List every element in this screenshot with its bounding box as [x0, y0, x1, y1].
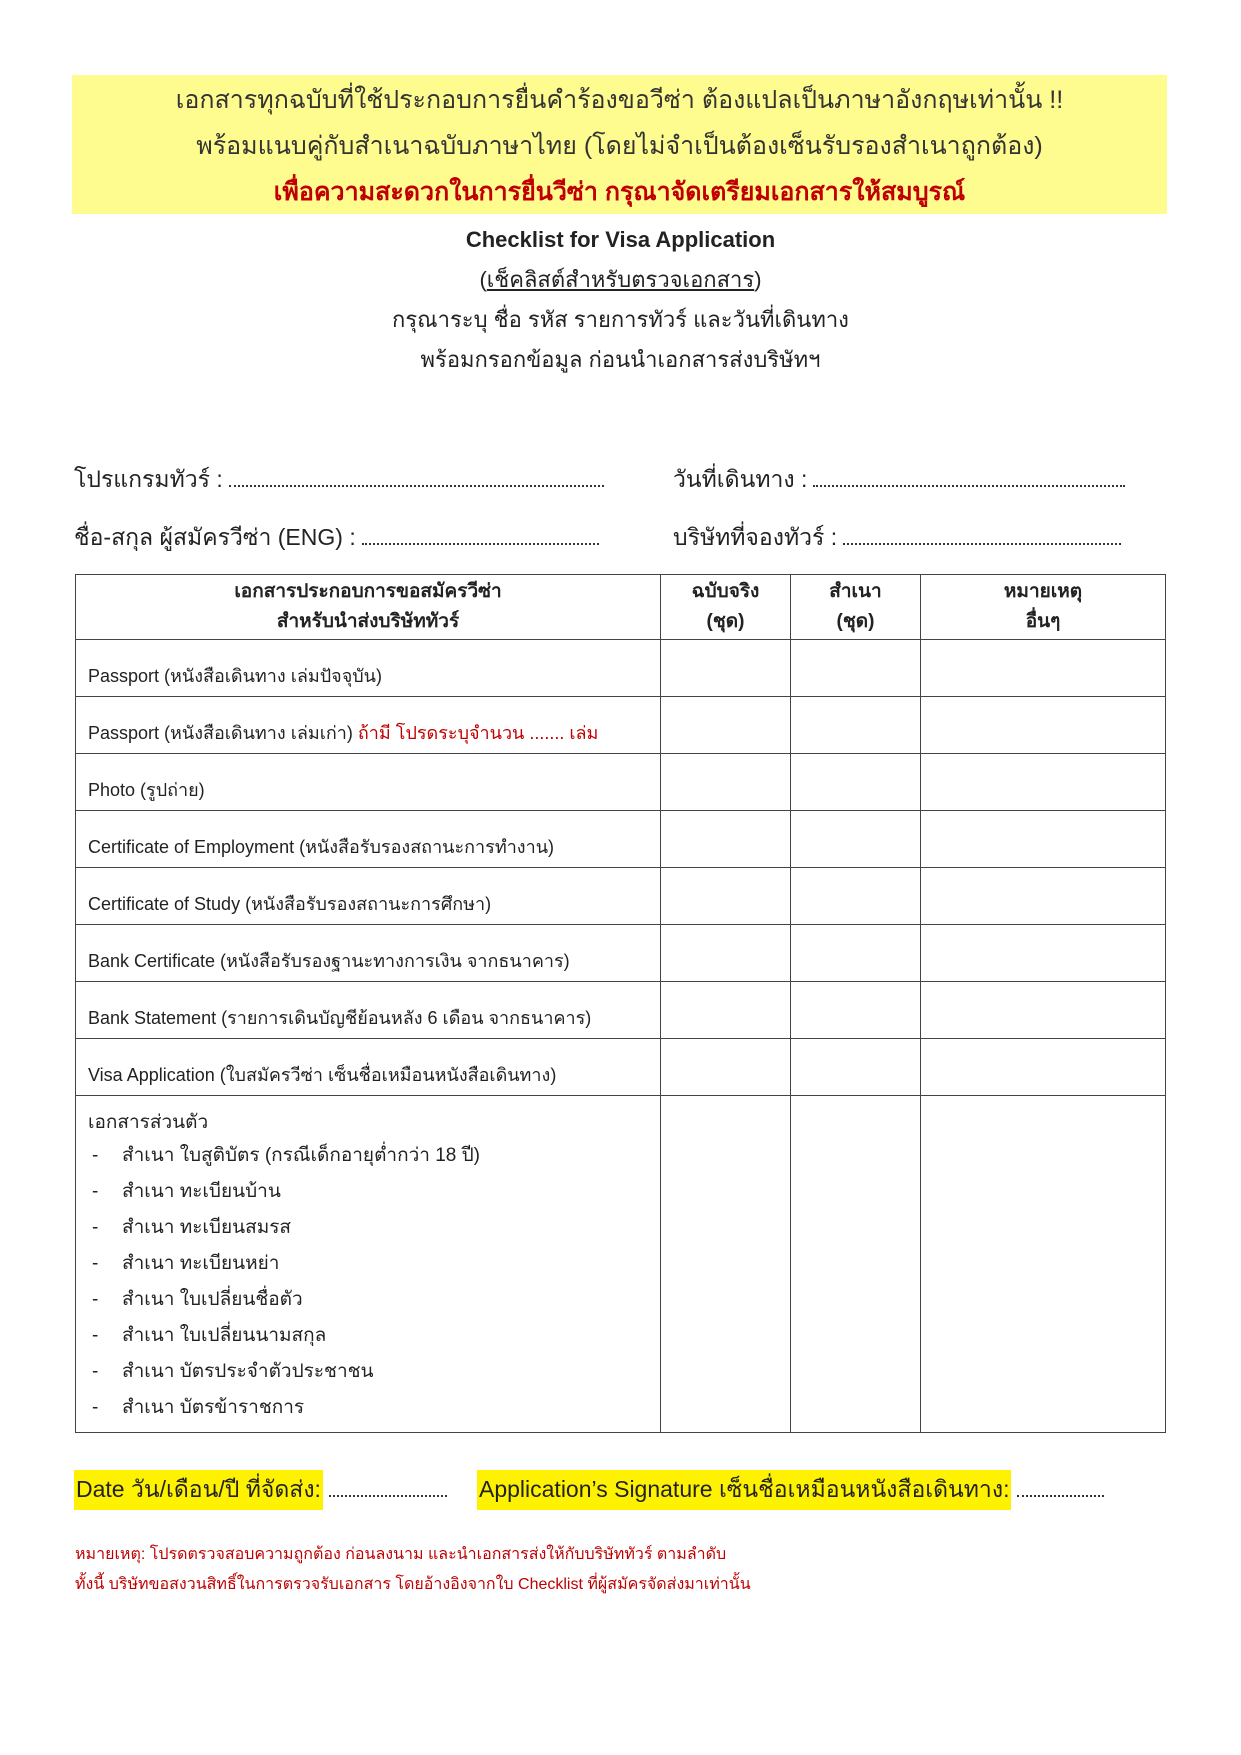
copy-count-cell[interactable]: [791, 754, 921, 811]
original-count-cell[interactable]: [661, 868, 791, 925]
checklist-table: [75, 574, 1166, 1433]
list-item: - สำเนา บัตรประจำตัวประชาชน: [92, 1361, 374, 1382]
original-count-cell[interactable]: [661, 754, 791, 811]
table-row: [76, 811, 1166, 868]
instruction-line-2: พร้อมกรอกข้อมูล ก่อนนำเอกสารส่งบริษัทฯ: [420, 347, 821, 372]
table-row: [76, 1039, 1166, 1096]
original-count-cell[interactable]: [661, 697, 791, 754]
banner-line-3: เพื่อความสะดวกในการยื่นวีซ่า กรุณาจัดเตรียมเอกสารให้สมบูรณ์: [273, 178, 966, 206]
copy-count-cell[interactable]: [791, 982, 921, 1039]
signature-label: Application’s Signature เซ็นชื่อเหมือนหนังสือเดินทาง:: [477, 1470, 1011, 1510]
table-row: [76, 640, 1166, 697]
travel-date-input-line[interactable]: [813, 467, 1125, 487]
remark-cell[interactable]: [921, 868, 1166, 925]
program-input-line[interactable]: [229, 467, 604, 487]
program-label: โปรแกรมทัวร์ :: [74, 466, 223, 492]
page-title: Checklist for Visa Application: [465, 227, 776, 252]
personal-documents-list: [88, 1138, 648, 1426]
table-header-row: [76, 575, 1166, 640]
list-item: - สำเนา ทะเบียนบ้าน: [92, 1181, 281, 1202]
remark-cell[interactable]: [921, 982, 1166, 1039]
list-item: - สำเนา ใบสูติบัตร (กรณีเด็กอายุต่ำกว่า 18 ปี): [92, 1145, 480, 1166]
applicant-name-input-line[interactable]: [362, 525, 599, 545]
remark-cell[interactable]: [921, 697, 1166, 754]
doc-cell: Certificate of Employment (หนังสือรับรองสถานะการทำงาน): [76, 811, 661, 868]
list-item: - สำเนา ใบเปลี่ยนชื่อตัว: [92, 1289, 303, 1310]
old-passport-note: ถ้ามี โปรดระบุจำนวน ....... เล่ม: [357, 723, 599, 743]
title-block: [0, 220, 1241, 380]
original-count-cell[interactable]: [661, 811, 791, 868]
doc-cell: Bank Certificate (หนังสือรับรองฐานะทางการเงิน จากธนาคาร): [76, 925, 661, 982]
banner-line-1: เอกสารทุกฉบับที่ใช้ประกอบการยื่นคำร้องขอวีซ่า ต้องแปลเป็นภาษาอังกฤษเท่านั้น !!: [175, 86, 1064, 114]
copy-count-cell[interactable]: [791, 1039, 921, 1096]
doc-cell: Visa Application (ใบสมัครวีซ่า เซ็นชื่อเหมือนหนังสือเดินทาง): [76, 1039, 661, 1096]
doc-cell: Passport (หนังสือเดินทาง เล่มปัจจุบัน): [76, 640, 661, 697]
copy-count-cell[interactable]: [791, 868, 921, 925]
doc-cell: Photo (รูปถ่าย): [76, 754, 661, 811]
signature-field: [477, 1470, 1104, 1510]
table-row: [76, 925, 1166, 982]
table-row: [76, 868, 1166, 925]
copy-count-cell[interactable]: [791, 1096, 921, 1433]
page-subtitle: (เช็คลิสต์สำหรับตรวจเอกสาร): [479, 267, 762, 292]
remark-note-line-1: หมายเหตุ: โปรดตรวจสอบความถูกต้อง ก่อนลงนาม และนำเอกสารส่งให้กับบริษัททัวร์ ตามลำดับ: [75, 1546, 727, 1563]
header-copy: สำเนา (ชุด): [791, 575, 921, 640]
remark-note-line-2: ทั้งนี้ บริษัทขอสงวนสิทธิ์ในการตรวจรับเอกสาร โดยอ้างอิงจากใบ Checklist ที่ผู้สมัครจัดส่งมาเท่านั้น: [75, 1576, 751, 1593]
remark-cell[interactable]: [921, 811, 1166, 868]
company-field: [673, 520, 1121, 556]
list-item: - สำเนา บัตรข้าราชการ: [92, 1397, 305, 1418]
applicant-name-field: [74, 520, 599, 556]
banner-line-2: พร้อมแนบคู่กับสำเนาฉบับภาษาไทย (โดยไม่จำเป็นต้องเซ็นรับรองสำเนาถูกต้อง): [196, 132, 1043, 160]
remark-cell[interactable]: [921, 1096, 1166, 1433]
company-label: บริษัทที่จองทัวร์ :: [673, 524, 838, 550]
original-count-cell[interactable]: [661, 1039, 791, 1096]
doc-cell: Certificate of Study (หนังสือรับรองสถานะการศึกษา): [76, 868, 661, 925]
copy-count-cell[interactable]: [791, 925, 921, 982]
remark-cell[interactable]: [921, 1039, 1166, 1096]
header-documents: เอกสารประกอบการขอสมัครวีซ่า สำหรับนำส่งบริษัททัวร์: [76, 575, 661, 640]
instruction-line-1: กรุณาระบุ ชื่อ รหัส รายการทัวร์ และวันที่เดินทาง: [392, 307, 849, 332]
submission-date-field: [74, 1470, 447, 1510]
original-count-cell[interactable]: [661, 925, 791, 982]
remark-note: [75, 1540, 751, 1600]
list-item: - สำเนา ทะเบียนหย่า: [92, 1253, 280, 1274]
applicant-name-label: ชื่อ-สกุล ผู้สมัครวีซ่า (ENG) :: [74, 524, 356, 550]
personal-documents-heading: เอกสารส่วนตัว: [88, 1112, 209, 1133]
remark-cell[interactable]: [921, 640, 1166, 697]
list-item: - สำเนา ใบเปลี่ยนนามสกุล: [92, 1325, 327, 1346]
original-count-cell[interactable]: [661, 640, 791, 697]
doc-cell: Bank Statement (รายการเดินบัญชีย้อนหลัง 6 เดือน จากธนาคาร): [76, 982, 661, 1039]
original-count-cell[interactable]: [661, 982, 791, 1039]
table-row: [76, 697, 1166, 754]
table-row: [76, 982, 1166, 1039]
copy-count-cell[interactable]: [791, 697, 921, 754]
copy-count-cell[interactable]: [791, 640, 921, 697]
header-original: ฉบับจริง (ชุด): [661, 575, 791, 640]
table-row-personal-documents: [76, 1096, 1166, 1433]
personal-documents-cell: [76, 1096, 661, 1433]
travel-date-label: วันที่เดินทาง :: [673, 466, 808, 492]
remark-cell[interactable]: [921, 754, 1166, 811]
notice-banner: [72, 75, 1167, 214]
travel-date-field: [673, 462, 1125, 498]
doc-cell: Passport (หนังสือเดินทาง เล่มเก่า) ถ้ามี โปรดระบุจำนวน ....... เล่ม: [76, 697, 661, 754]
signature-input-line[interactable]: [1017, 1477, 1104, 1497]
table-row: [76, 754, 1166, 811]
submission-date-input-line[interactable]: [329, 1477, 447, 1497]
copy-count-cell[interactable]: [791, 811, 921, 868]
program-field: [74, 462, 604, 498]
original-count-cell[interactable]: [661, 1096, 791, 1433]
list-item: - สำเนา ทะเบียนสมรส: [92, 1217, 292, 1238]
company-input-line[interactable]: [843, 525, 1121, 545]
submission-date-label: Date วัน/เดือน/ปี ที่จัดส่ง:: [74, 1470, 323, 1510]
remark-cell[interactable]: [921, 925, 1166, 982]
header-remark: หมายเหตุ อื่นๆ: [921, 575, 1166, 640]
